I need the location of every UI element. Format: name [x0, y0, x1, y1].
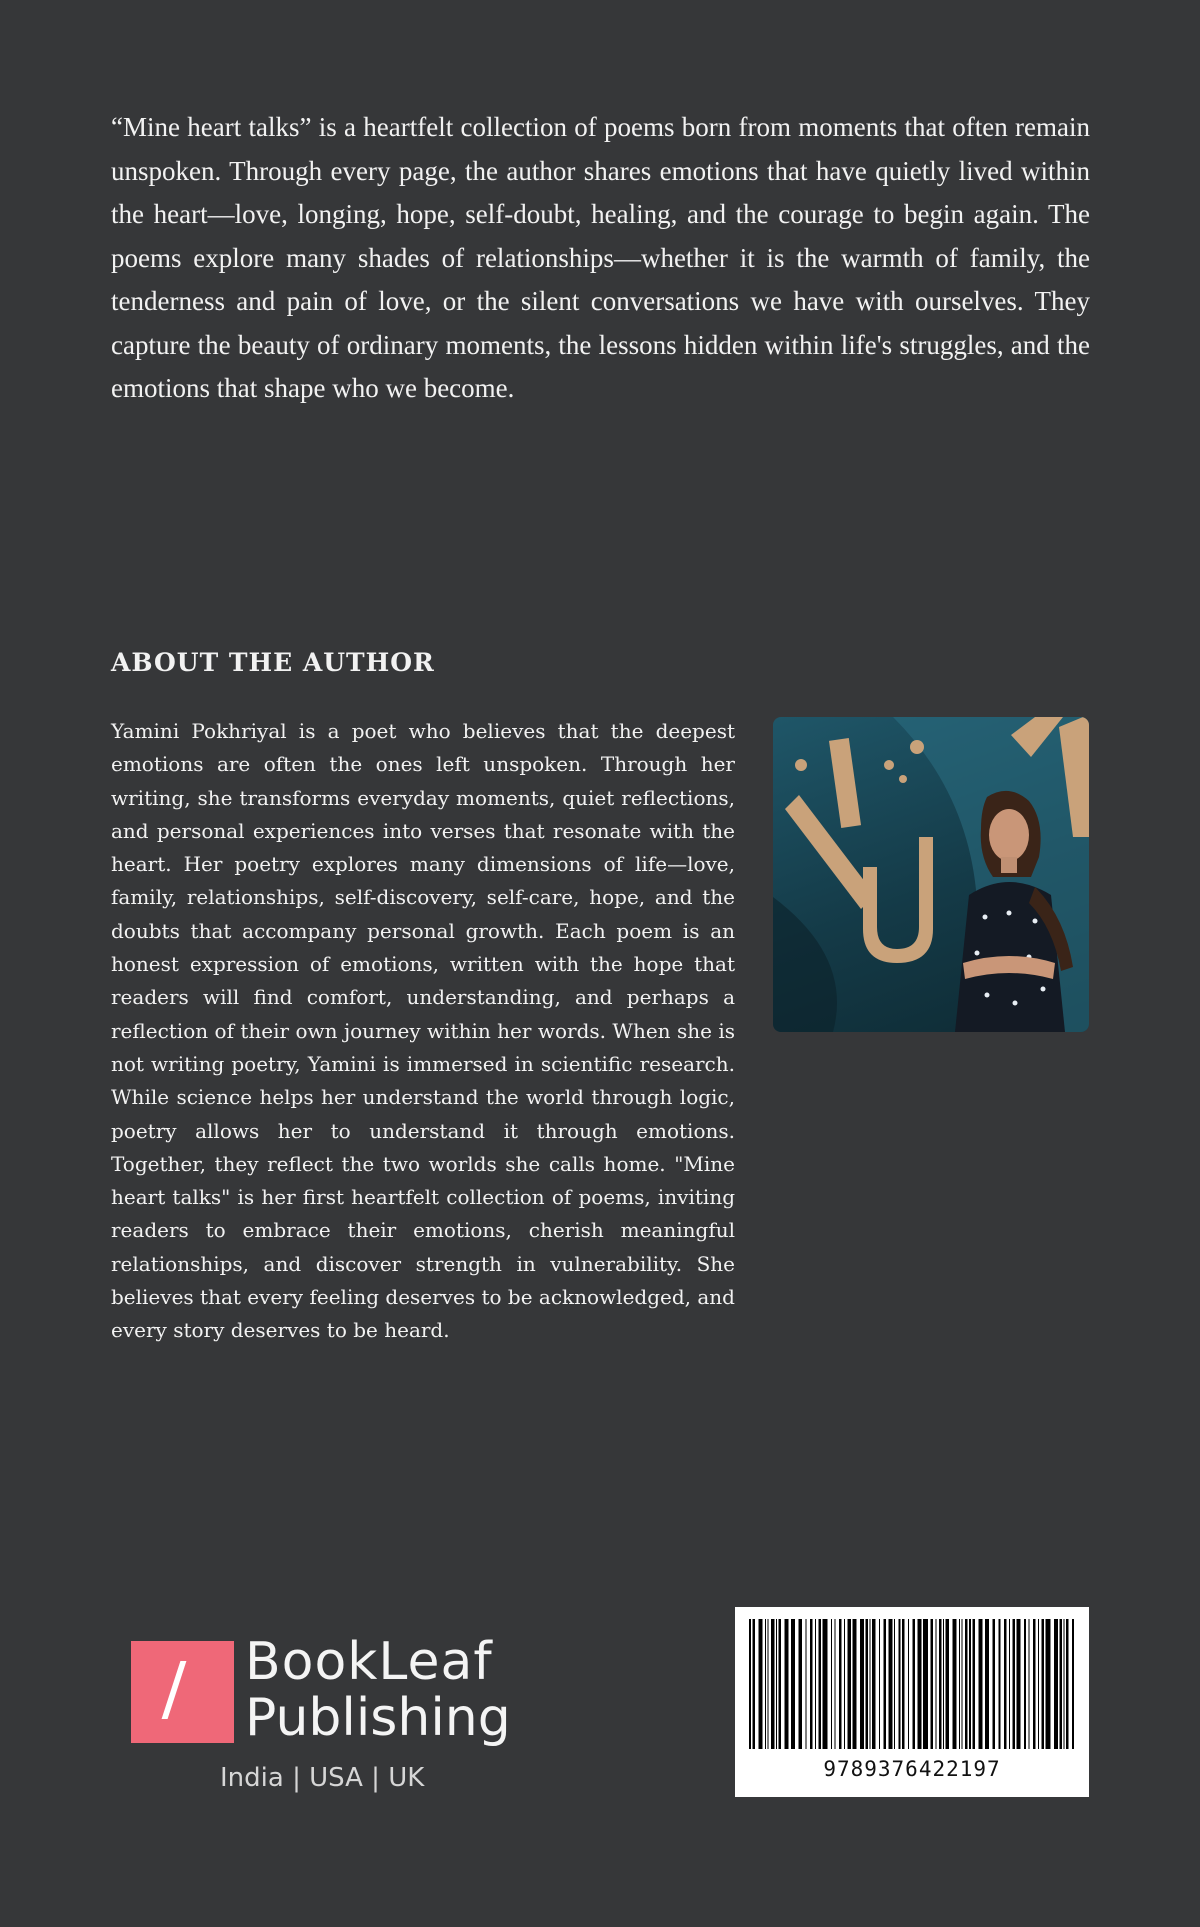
barcode-bar: [969, 1619, 971, 1749]
barcode-bar: [844, 1619, 845, 1749]
barcode-bar: [973, 1619, 976, 1749]
barcode-bar: [985, 1619, 989, 1749]
barcode-bar: [936, 1619, 937, 1749]
barcode-bar: [894, 1619, 895, 1749]
barcode-bars: [735, 1607, 1089, 1757]
barcode-bar: [819, 1619, 822, 1749]
barcode-bar: [779, 1619, 782, 1749]
barcode-bar: [962, 1619, 963, 1749]
barcode-bar: [1064, 1619, 1065, 1749]
barcode-bar: [884, 1619, 887, 1749]
barcode-bar: [866, 1619, 869, 1749]
publisher-regions: India | USA | UK: [220, 1763, 425, 1793]
barcode-bar: [889, 1619, 893, 1749]
barcode-bar: [1009, 1619, 1010, 1749]
barcode-bar: [785, 1619, 789, 1749]
barcode-bar: [839, 1619, 842, 1749]
author-bio: Yamini Pokhriyal is a poet who believes that the deepest emotions are often the ones left unspoken. Through her writing, she transforms everyday moments, quiet reflections, and personal experiences into verses that resonate with the heart. Her poetry explores many dimensions of life—love, family, relationships, self-discovery, self-care, hope, and the doubts that accompany personal growth. Each poem is an honest expression of emotions, written with the hope that readers will find comfort, understanding, and perhaps a reflection of their own journey within her words. When she is not writing poetry, Yamini is immersed in scientific research. While science helps her understand the world through logic, poetry allows her to understand it through emotions. Together, they reflect the two worlds she calls home. "Mine heart talks" is her first heartfelt collection of poems, inviting readers to embrace their emotions, cherish meaningful relationships, and discover strength in vulnerability. She believes that every feeling deserves to be acknowledged, and every story deserves to be heard.: [111, 719, 735, 1343]
barcode-bar: [999, 1619, 1001, 1749]
barcode-bar: [1054, 1619, 1058, 1749]
barcode-bar: [899, 1619, 901, 1749]
back-cover-blurb: “Mine heart talks” is a heartfelt collection of poems born from moments that often remain unspoken. Through every page, the author shares emotions that have quietly lived within the heart—love, longing, hope, self-doubt, healing, and the courage to begin again. The poems explore many shades of relationships—whether it is the warmth of family, the tenderness and pain of love, or the silent conversations we have with ourselves. They capture the beauty of ordinary moments, the lessons hidden within life's struggles, and the emotions that shape who we become.: [111, 112, 1090, 403]
barcode-bar: [765, 1619, 766, 1749]
barcode-bar: [902, 1619, 905, 1749]
barcode-bar: [1013, 1619, 1016, 1749]
publisher-logo: [131, 1632, 511, 1798]
barcode-bar: [931, 1619, 934, 1749]
barcode-bar: [879, 1619, 880, 1749]
barcode-bar: [918, 1619, 922, 1749]
barcode-bar: [1066, 1619, 1069, 1749]
author-photo: [773, 717, 1089, 1032]
barcode-bar: [908, 1619, 909, 1749]
isbn-number: 9789376422197: [823, 1757, 1001, 1781]
barcode-bar: [979, 1619, 983, 1749]
barcode-bar: [965, 1619, 968, 1749]
barcode-bar: [959, 1619, 960, 1749]
barcode-bar: [749, 1619, 751, 1749]
barcode-bar: [848, 1619, 852, 1749]
publisher-name-line2: Publishing: [245, 1688, 511, 1748]
barcode-bar: [1017, 1619, 1021, 1749]
barcode-bar: [1029, 1619, 1030, 1749]
barcode-bar: [1072, 1619, 1074, 1749]
barcode-bar: [953, 1619, 957, 1749]
barcode-bar: [799, 1619, 803, 1749]
barcode-bar: [810, 1619, 813, 1749]
isbn-barcode: [735, 1607, 1089, 1797]
barcode-bar: [815, 1619, 816, 1749]
barcode-bar: [791, 1619, 795, 1749]
about-author-heading: ABOUT THE AUTHOR: [111, 648, 435, 677]
barcode-bar: [1033, 1619, 1036, 1749]
barcode-bar: [1004, 1619, 1007, 1749]
barcode-bar: [759, 1619, 763, 1749]
barcode-bar: [860, 1619, 864, 1749]
barcode-bar: [913, 1619, 916, 1749]
slash-icon: [162, 1661, 187, 1719]
barcode-bar: [939, 1619, 942, 1749]
barcode-bar: [1042, 1619, 1045, 1749]
barcode-bar: [1024, 1619, 1026, 1749]
barcode-bar: [872, 1619, 876, 1749]
barcode-bar: [870, 1619, 871, 1749]
barcode-bar: [771, 1619, 775, 1749]
publisher-name-line1: BookLeaf: [245, 1632, 493, 1692]
barcode-bar: [831, 1619, 832, 1749]
barcode-bar: [1038, 1619, 1039, 1749]
barcode-bar: [993, 1619, 996, 1749]
barcode-bar: [946, 1619, 950, 1749]
barcode-bar: [835, 1619, 836, 1749]
barcode-bar: [923, 1619, 928, 1749]
barcode-bar: [806, 1619, 807, 1749]
publisher-logo-mark: [131, 1641, 234, 1743]
barcode-bar: [768, 1619, 769, 1749]
barcode-bar: [943, 1619, 944, 1749]
barcode-bar: [823, 1619, 828, 1749]
barcode-bar: [776, 1619, 777, 1749]
barcode-bar: [753, 1619, 756, 1749]
barcode-bar: [853, 1619, 857, 1749]
barcode-bar: [1060, 1619, 1063, 1749]
barcode-bar: [1046, 1619, 1051, 1749]
